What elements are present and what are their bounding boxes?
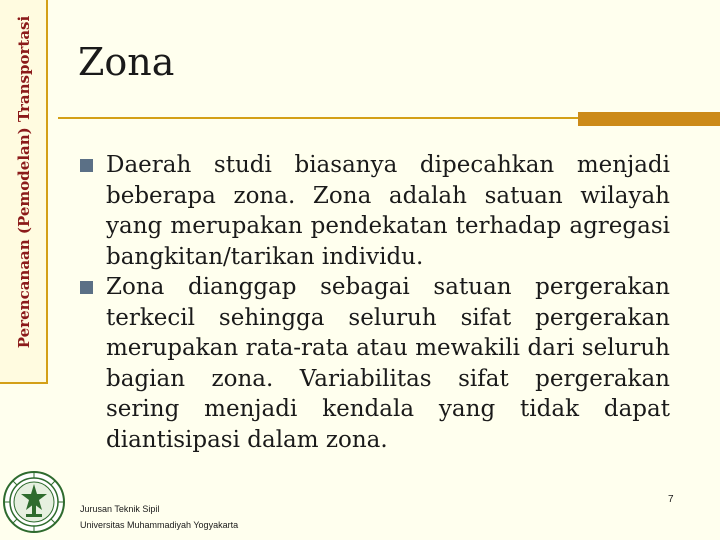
footer-department: Jurusan Teknik Sipil (80, 504, 160, 514)
bullet-item (80, 272, 670, 455)
vertical-course-title: Perencanaan (Pemodelan) Transportasi (15, 15, 33, 349)
footer-university: Universitas Muhammadiyah Yogyakarta (80, 520, 239, 530)
slide-content (80, 150, 670, 455)
university-seal-logo-icon (2, 470, 66, 534)
square-bullet-icon (80, 159, 93, 172)
bullet-item (80, 150, 670, 272)
title-accent-bar (578, 112, 720, 126)
bullet-text: Daerah studi biasanya dipecahkan menjadi beberapa zona. Zona adalah satuan wilayah yang merupakan pendekatan terhadap agregasi bangkitan/tarikan individu. (106, 152, 670, 270)
square-bullet-icon (80, 281, 93, 294)
slide-title: Zona (78, 40, 175, 84)
bullet-text: Zona dianggap sebagai satuan pergerakan terkecil sehingga seluruh sifat pergerakan merupakan rata-rata atau mewakili dari seluruh bagian zona. Variabilitas sifat pergerakan sering menjadi kendala yang tidak dapat diantisipasi dalam zona. (106, 274, 670, 453)
left-band-bottom-rule (0, 382, 48, 384)
page-number: 7 (668, 494, 674, 505)
